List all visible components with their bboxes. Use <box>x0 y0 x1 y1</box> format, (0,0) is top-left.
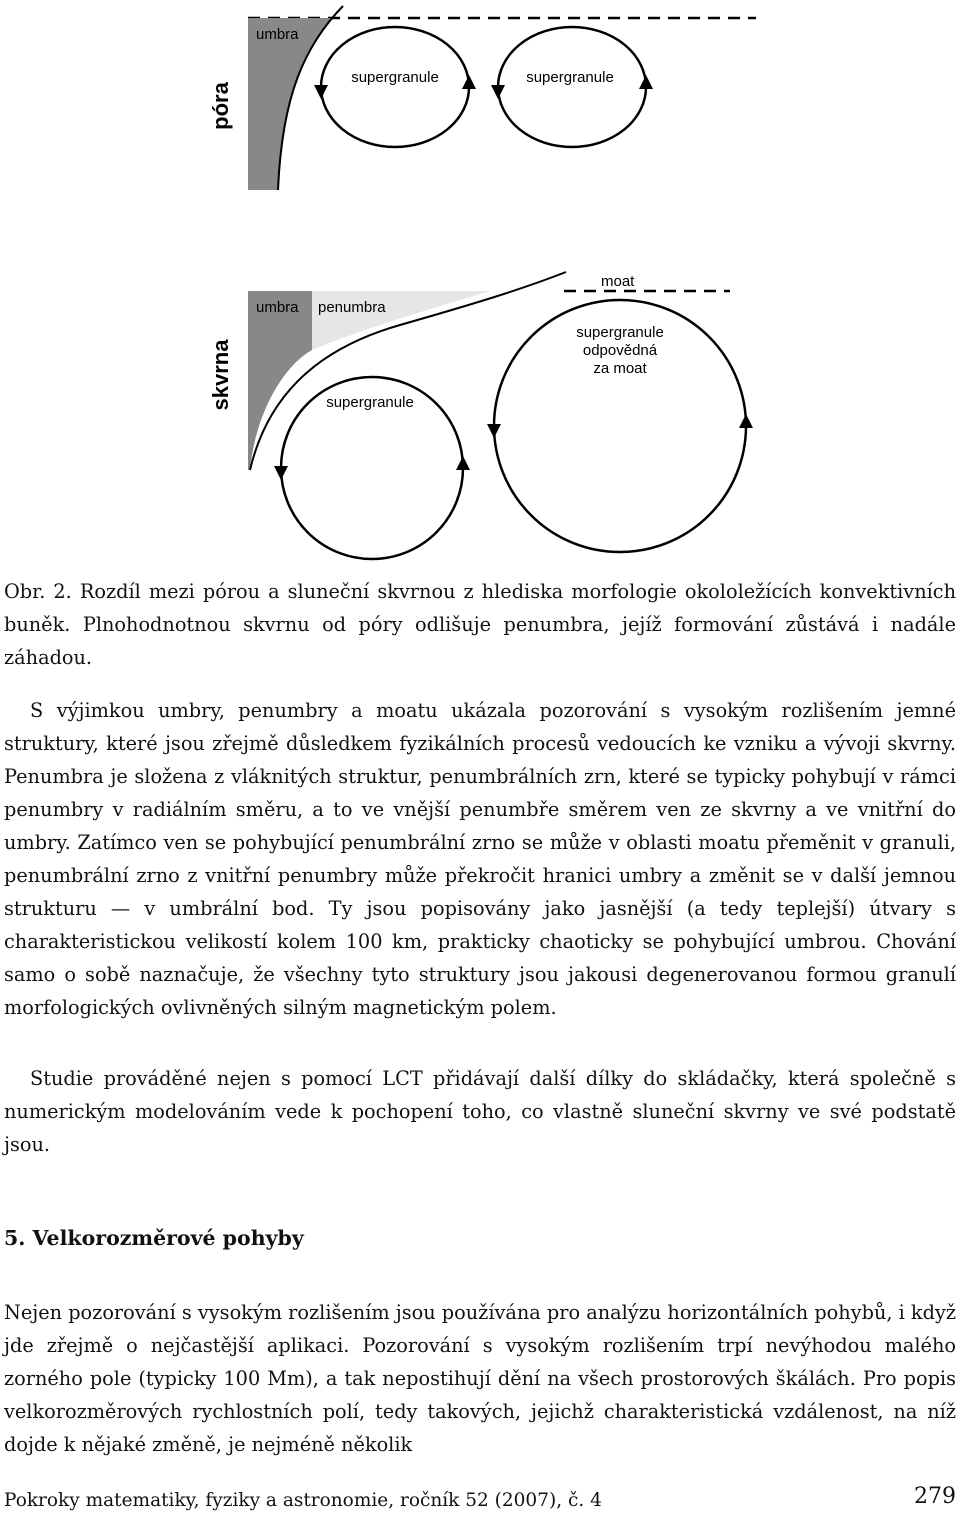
moat-supergranule-label-line1: supergranule <box>576 324 664 341</box>
journal-footer: Pokroky matematiky, fyziky a astronomie, ročník 52 (2007), č. 4 <box>4 1490 602 1511</box>
section-heading: 5. Velkorozměrové pohyby <box>4 1226 304 1250</box>
paragraph-lct-studies: Studie prováděné nejen s pomocí LCT přidávají další dílky do skládačky, která společně s numerickým modelováním vede k pochopení toho, co vlastně sluneční skvrny ve své podstatě jsou. <box>4 1067 956 1156</box>
pore-panel <box>208 6 756 190</box>
penumbra-label: penumbra <box>318 299 386 316</box>
sunspot-umbra-label: umbra <box>256 299 299 316</box>
pore-umbra-region <box>248 18 333 190</box>
pore-supergranule-cell-2 <box>498 27 646 147</box>
page-number: 279 <box>914 1484 956 1509</box>
sunspot-supergranule-label: supergranule <box>326 394 414 411</box>
pore-supergranule-label-1: supergranule <box>351 69 439 86</box>
pore-supergranule-cell-1 <box>321 27 469 147</box>
moat-label: moat <box>601 273 635 290</box>
pore-side-label: póra <box>208 82 233 130</box>
moat-supergranule-label-line2: odpovědná <box>582 342 658 359</box>
paragraph-fine-structures: S výjimkou umbry, penumbry a moatu ukázala pozorování s vysokým rozlišením jemné struktury, které jsou zřejmě důsledkem fyzikálních procesů vedoucích ke vzniku a vývoji skvrny. Penumbra je složena z vláknitých struktur, penumbrálních zrn, které se typicky pohybují v rámci penumbry v radiálním směru, a to ve vnější penumbře směrem ven ze skvrny a ve vnitřní do umbry. Zatímco ven se pohybující penumbrální zrno se může v oblasti moatu přeměnit v granuli, penumbrální zrno z vnitřní penumbry může překročit hranici umbry a změnit se v další jemnou strukturu — v umbrální bod. Ty jsou popisovány jako jasnější (a tedy teplejší) útvary s charakteristickou velikostí kolem 100 km, prakticky chaoticky se pohybující umbrou. Chování samo o sobě naznačuje, že všechny tyto struktury jsou jakousi degenerovanou formou granulí morfologických ovlivněných silným magnetickým polem. <box>4 699 956 1019</box>
figure-pore-vs-sunspot <box>0 0 960 570</box>
pore-supergranule-label-2: supergranule <box>526 69 614 86</box>
moat-supergranule-label-line3: za moat <box>593 360 647 377</box>
pore-umbra-label: umbra <box>256 26 299 43</box>
sunspot-panel <box>208 272 746 559</box>
paragraph-large-scale-motions: Nejen pozorování s vysokým rozlišením jsou používána pro analýzu horizontálních pohybů, i když jde zřejmě o nejčastější aplikaci. Pozorování s vysokým rozlišením trpí nevýhodou malého zorného pole (typicky 100 Mm), a tak nepostihují dění na všech prostorových škálách. Pro popis velkorozměrových rychlostních polí, tedy takových, jejichž charakteristická vzdálenost, na níž dojde k nějaké změně, je nejméně několik <box>4 1301 956 1456</box>
sunspot-side-label: skvrna <box>208 339 233 411</box>
figure-caption: Obr. 2. Rozdíl mezi pórou a sluneční skvrnou z hlediska morfologie okololežících konvektivních buněk. Plnohodnotnou skvrnu od póry odlišuje penumbra, jejíž formování zůstává i nadále záhadou. <box>4 580 956 669</box>
